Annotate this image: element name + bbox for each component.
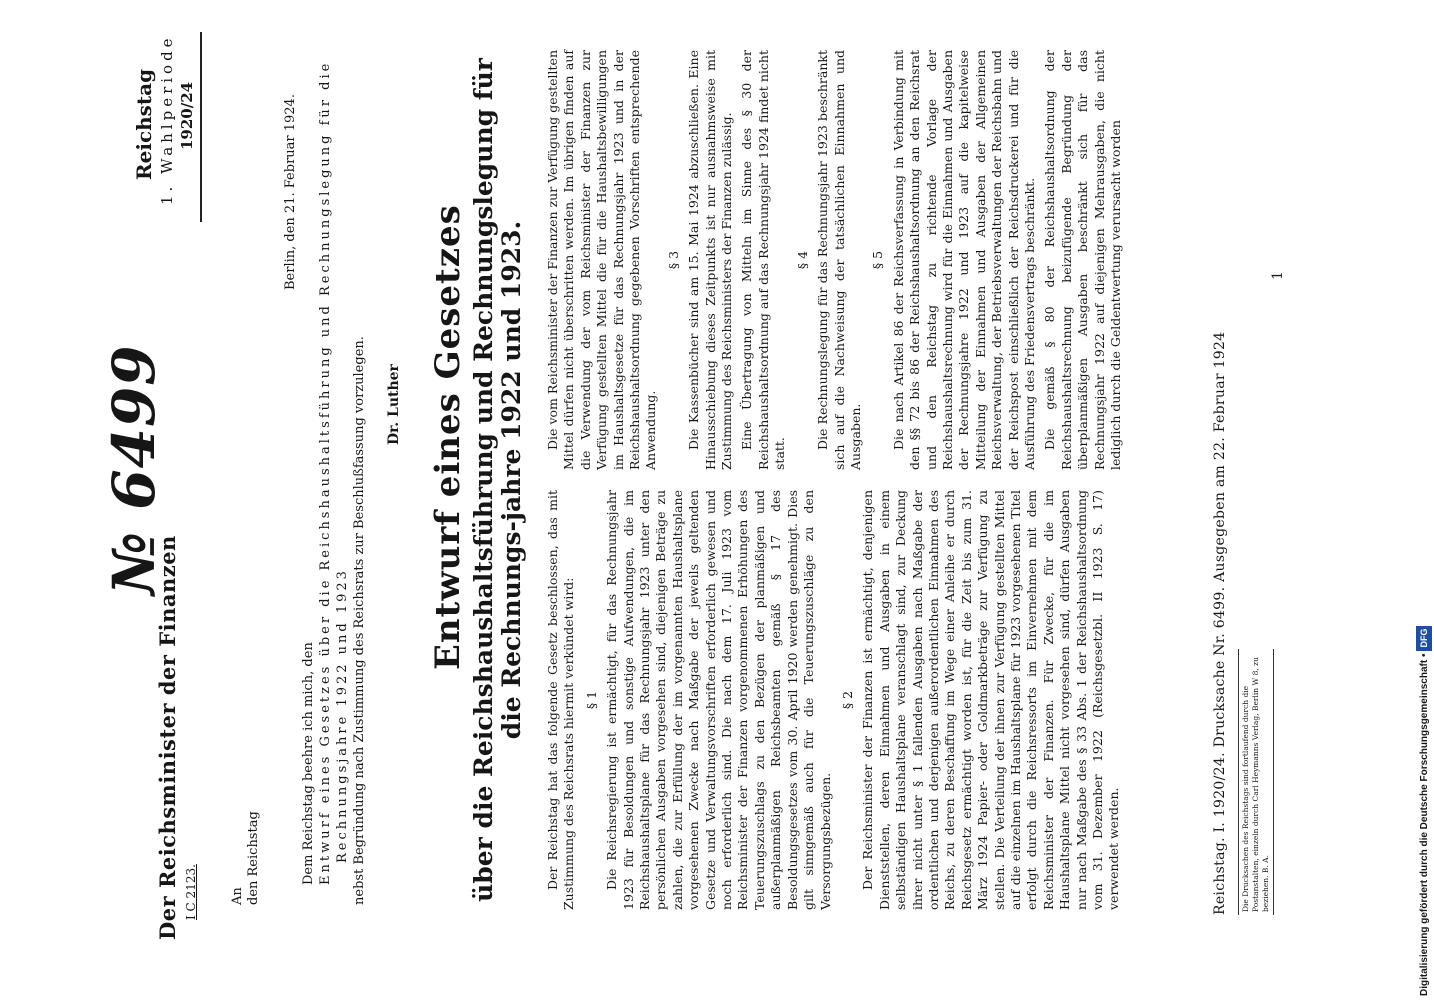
intro-line-2: Entwurf eines Gesetzes über die Reichshaushaltsführung und Rechnungslegung für die [318, 60, 333, 885]
ministry-heading: Der Reichsminister der Finanzen [155, 535, 180, 940]
section-2-continued: Die vom Reichsminister der Finanzen zur Verfügung gestellten Mittel dürfen nicht überschritten werden. Im übrigen finden auf die Verwendung der vom Reichsminister der Finanzen zur Verfügung gestellten Mittel die für die Haushaltsbewilligungen im Haushaltsgesetze für das Rechnungsjahr 1923 und in der Reichshaushaltsordnung gegebenen Vorschriften entsprechende Anwendung. [545, 50, 659, 470]
cover-letter [300, 45, 368, 905]
publisher-note: Die Drucksachen des Reichstags sind fortlaufend durch die Postanstalten, einzeln durch Carl Heymanns Verlag, Berlin W 8, zu beziehen. B. A. [1238, 649, 1274, 915]
bill-title: Entwurf eines Gesetzes [428, 204, 468, 670]
print-footer: Reichstag. I. 1920/24. Drucksache Nr. 6499. Ausgegeben am 22. Februar 1924 [1212, 331, 1228, 915]
left-column [545, 490, 1127, 910]
section-5-text-1: Die nach Artikel 86 der Reichsverfassung in Verbindung mit den §§ 72 bis 86 der Reichshaushaltsordnung an den Reichsrat und den Reichstag zu richtende Vorlage der Reichshaushaltsrechnung wird für die Einnahmen und Ausgaben der Rechnungsjahre 1922 und 1923 auf die kapitelweise Mitteilung der Einnahmen und Ausgaben der Allgemeinen Reichsverwaltung, der Betriebsverwaltungen der Reichsbahn und der Reichspost einschließlich der Reichsdruckerei und für die Ausführung des Friedensvertrags beschränkt. [890, 50, 1037, 470]
section-2-heading: § 2 [839, 690, 855, 710]
section-4-heading: § 4 [794, 250, 810, 270]
header-rule [200, 32, 202, 222]
reichstag-label: Reichstag [132, 68, 156, 180]
dfg-credit-strip [1416, 6, 1432, 996]
bill-subtitle: über die Reichshaushaltsführung und Rechnungslegung für die Rechnungs-jahre 1922 und 1923. [469, 58, 526, 902]
period-years: 1920/24 [178, 81, 196, 150]
page-number: 1 [1270, 271, 1286, 280]
section-3-text-1: Die Kassenbücher sind am 15. Mai 1924 abzuschließen. Eine Hinausschiebung dieses Zeitpunkts ist nur ausnahmsweise mit Zustimmung des Reichsministers der Finanzen zulässig. [686, 50, 735, 470]
section-4-text: Die Rechnungslegung für das Rechnungsjahr 1923 beschränkt sich auf die Nachweisung der tatsächlichen Einnahmen und Ausgaben. [815, 50, 863, 470]
section-2-text: Der Reichsminister der Finanzen ist ermächtigt, denjenigen Dienststellen, deren Einnahmen und Ausgaben in einem selbständigen Haushaltsplane veranschlagt sind, zur Deckung ihrer nicht unter § 1 fallenden Ausgaben nach Maßgabe der ordentlichen und derjenigen außerordentlichen Einnahmen des Reichs, zu deren Beschaffung im Wege einer Anleihe er durch Reichsgesetz ermächtigt worden ist, für die Zeit bis zum 31. März 1924 Papier- oder Goldmarkbeträge zur Verfügung zu stellen. Die Verteilung der ihnen zur Verfügung gestellten Mittel auf die einzelnen im Haushaltsplane für 1923 vorgesehenen Titel erfolgt durch die Reichsressorts im Einvernehmen mit dem Reichsminister der Finanzen. Für Zwecke, für die im Haushaltsplane Mittel nicht vorgesehen sind, dürfen Ausgaben nur nach Maßgabe des § 33 Abs. 1 der Reichshaushaltsordnung vom 31. Dezember 1922 (Reichsgesetzbl. II 1923 S. 17) verwendet werden. [860, 490, 1122, 910]
section-5-heading: § 5 [870, 250, 886, 270]
reference-number [184, 864, 198, 920]
dfg-credit [1416, 6, 1432, 996]
section-3-heading: § 3 [665, 250, 681, 270]
ref-prefix: I C [184, 898, 198, 920]
intro-line-1: Dem Reichstag beehre ich mich, den [301, 642, 316, 885]
address-line-2: den Reichstag [246, 811, 261, 905]
dfg-credit-text: Digitalisierung gefördert durch die Deutsche Forschungsgemeinschaft • [1419, 653, 1430, 996]
preamble: Der Reichstag hat das folgende Gesetz beschlossen, das mit Zustimmung des Reichsrats hiermit verkündet wird: [545, 490, 577, 910]
intro-line-3: Rechnungsjahre 1922 und 1923 [335, 568, 350, 863]
right-column [545, 50, 1128, 470]
address-line-1: An [230, 887, 245, 905]
intro-line-4: nebst Begründung nach Zustimmung des Reichsrats zur Beschlußfassung vorzulegen. [352, 336, 367, 905]
section-1-text: Die Reichsregierung ist ermächtigt, für das Rechnungsjahr 1923 für Besoldungen und sonstige Aufwendungen, die im Reichshaushaltsplane für das Rechnungsjahr 1923 unter den persönlichen Ausgaben vorgesehen sind, diejenigen Beträge zu zahlen, die zur Erfüllung der im vorgenannten Haushaltsplane vorgesehenen Zwecke nach Maßgabe der jeweils geltenden Gesetze und Verwaltungsvorschriften erforderlich gewesen und noch erforderlich sind. Die nach dem 17. Juli 1923 vom Reichsminister der Finanzen vorgenommenen Erhöhungen des Teuerungszuschlags zu den Bezügen der planmäßigen und außerplanmäßigen Reichsbeamten gemäß § 17 des Besoldungsgesetzes vom 30. April 1920 werden genehmigt. Dies gilt sinngemäß auch für die Teuerungszuschläge zu den Versorgungsbezügen. [604, 490, 833, 910]
section-3-text-2: Eine Übertragung von Mitteln im Sinne des § 30 der Reichshaushaltsordnung auf das Rechnungsjahr 1924 findet nicht statt. [739, 50, 788, 470]
ref-number: 2123. [184, 864, 198, 899]
wahlperiode-label: 1. Wahlperiode [158, 34, 176, 205]
document-number: № 6499 [100, 344, 168, 595]
signature: Dr. Luther [386, 364, 402, 445]
dfg-logo: DFG [1416, 626, 1432, 651]
letter-date: Berlin, den 21. Februar 1924. [283, 94, 298, 290]
section-1-heading: § 1 [583, 690, 599, 710]
section-5-text-2: Die gemäß § 80 der Reichshaushaltsordnung der Reichshaushaltsrechnung beizufügende Begründung der überplanmäßigen Ausgaben beschränkt sich für das Rechnungsjahr 1922 auf diejenigen Mehrausgaben, die nicht lediglich durch die Geldentwertung verursacht worden [1042, 50, 1123, 470]
